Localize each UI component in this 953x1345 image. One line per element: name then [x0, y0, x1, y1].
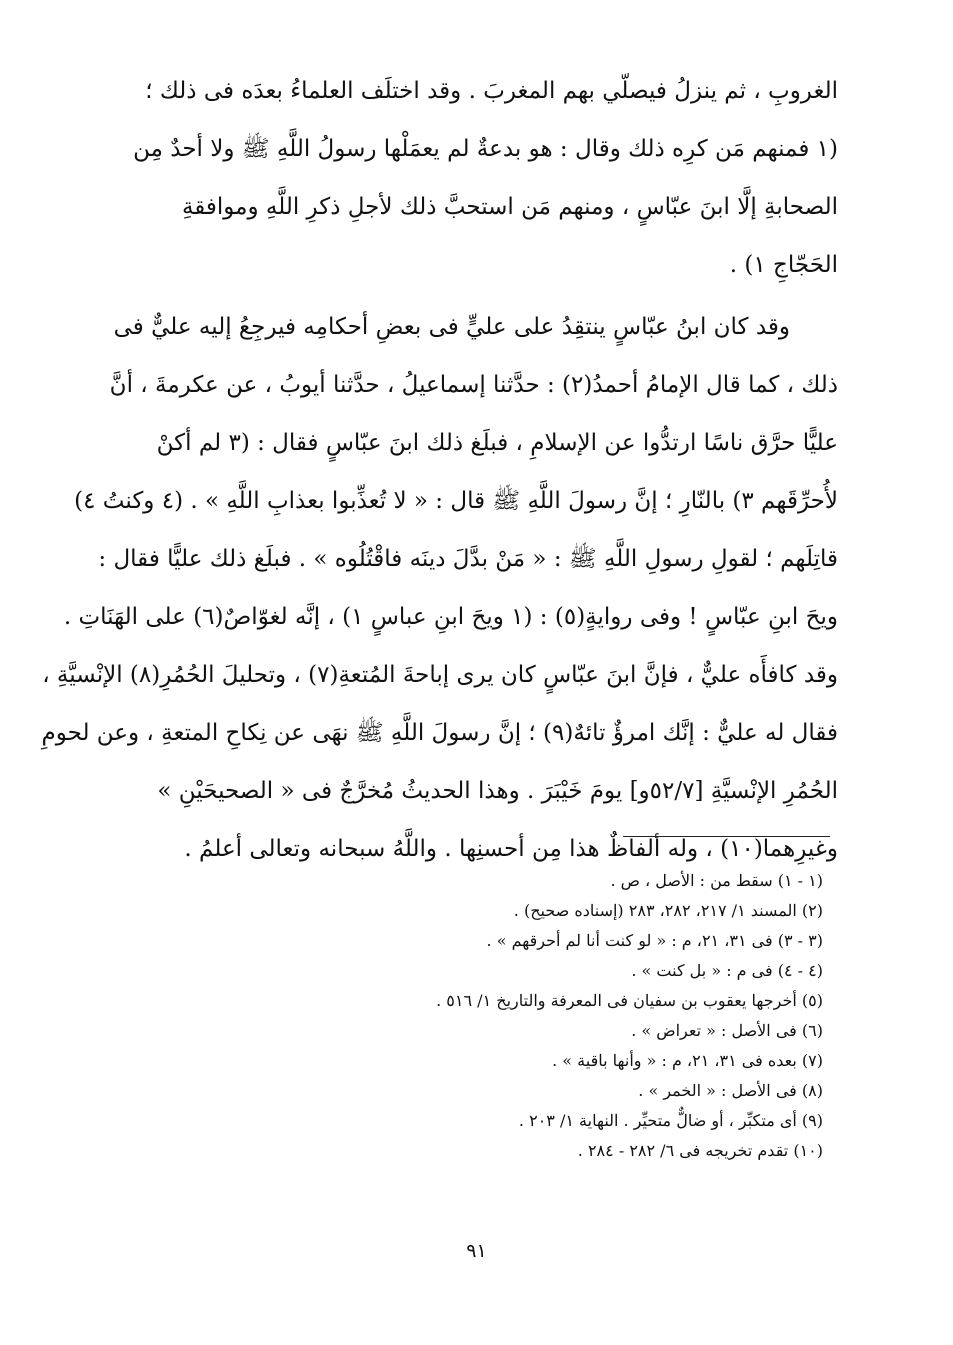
- text-line: الغروبِ ، ثم ينزلُ فيصلّي بهم المغربَ . وقد اختلَف العلماءُ بعدَه فى ذلك ؛: [145, 78, 838, 104]
- text-line: (١ فمنهم مَن كرِه ذلك وقال : هو بدعةٌ لم يعمَلْها رسولُ اللَّهِ ﷺ ولا أحدٌ مِن: [133, 136, 838, 162]
- footnote: (١ - ١) سقط من : الأصل ، ص .: [610, 871, 823, 890]
- paragraph-2: [41, 298, 838, 878]
- footnote: (٣ - ٣) فى ٣١، ٢١، م : « لو كنت أنا لم أحرقهم » .: [486, 931, 823, 950]
- footnote: (٤ - ٤) فى م : « بل كنت » .: [631, 961, 823, 980]
- text-line: وقد كافأَه عليٌّ ، فإنَّ ابنَ عبّاسٍ كان يرى إباحةَ المُتعةِ(٧) ، وتحليلَ الحُمُرِ(٨) الإنْسيَّةِ ،: [42, 662, 838, 688]
- footnote: (٦) فى الأصل : « تعراض » .: [631, 1021, 823, 1040]
- text-line: الصحابةِ إلَّا ابنَ عبّاسٍ ، ومنهم مَن استحبَّ ذلك لأجلِ ذكرِ اللَّهِ وموافقةِ: [181, 194, 838, 220]
- footnote: (٨) فى الأصل : « الخمر » .: [638, 1081, 823, 1100]
- text-line: وقد كان ابنُ عبّاسٍ ينتقِدُ على عليٍّ فى بعضِ أحكامِه فيرجِعُ إليه عليٌّ فى: [113, 314, 790, 340]
- footnote: (١٠) تقدم تخريجه فى ٦/ ٢٨٢ - ٢٨٤ .: [577, 1141, 823, 1160]
- text-line: فقال له عليٌّ : إنَّك امرؤٌ تائهٌ(٩) ؛ إنَّ رسولَ اللَّهِ ﷺ نهَى عن نِكاحِ المتعةِ ، وعن لحومِ: [41, 720, 838, 746]
- footnotes: [303, 866, 823, 1166]
- footnote: (٥) أخرجها يعقوب بن سفيان فى المعرفة والتاريخ ١/ ٥١٦ .: [436, 991, 823, 1010]
- footnote-separator: [623, 836, 830, 837]
- text-line: الحَجّاجِ ١) .: [729, 252, 838, 278]
- text-line: لأُحرِّقَهم ٣) بالنّارِ ؛ إنَّ رسولَ اللَّهِ ﷺ قال : « لا تُعذِّبوا بعذابِ اللَّهِ » . (٤ وكنتُ ٤): [74, 488, 838, 514]
- footnote: (٧) بعده فى ٣١، ٢١، م : « وأنها باقية » .: [552, 1051, 823, 1070]
- text-line: ويحَ ابنِ عبّاسٍ ! وفى روايةٍ(٥) : (١ ويحَ ابنِ عباسٍ ١) ، إنَّه لغوّاصٌ(٦) على الهَنَاتِ .: [63, 604, 838, 630]
- text-line: قاتِلَهم ؛ لقولِ رسولِ اللَّهِ ﷺ : « مَنْ بدَّلَ دينَه فاقْتُلُوه » . فبلَغ ذلك عليًّا فقال :: [98, 546, 838, 572]
- footnote: (٩) أى متكبِّر ، أو ضالٌّ متحيِّر . النهاية ١/ ٢٠٣ .: [518, 1111, 823, 1130]
- paragraph-1: [120, 62, 838, 294]
- footnote: (٢) المسند ١/ ٢١٧، ٢٨٢، ٢٨٣ (إسناده صحيح) .: [513, 901, 823, 920]
- text-line: الحُمُرِ الإنْسيَّةِ [٥٢/٧و] يومَ خَيْبَرَ . وهذا الحديثُ مُخرَّجٌ فى « الصحيحَيْنِ »: [157, 778, 838, 804]
- page-number: ٩١: [466, 1240, 487, 1262]
- text-line: وغيرِهما(١٠) ، وله ألفاظٌ هذا مِن أحسنِها . واللَّهُ سبحانه وتعالى أعلمُ .: [184, 836, 838, 862]
- text-line: ذلك ، كما قال الإمامُ أحمدُ(٢) : حدَّثنا إسماعيلُ ، حدَّثنا أيوبُ ، عن عكرمةَ ، أنَّ: [109, 372, 838, 398]
- text-line: عليًّا حرَّق ناسًا ارتدُّوا عن الإسلامِ ، فبلَغ ذلك ابنَ عبّاسٍ فقال : (٣ لم أكنْ: [156, 430, 838, 456]
